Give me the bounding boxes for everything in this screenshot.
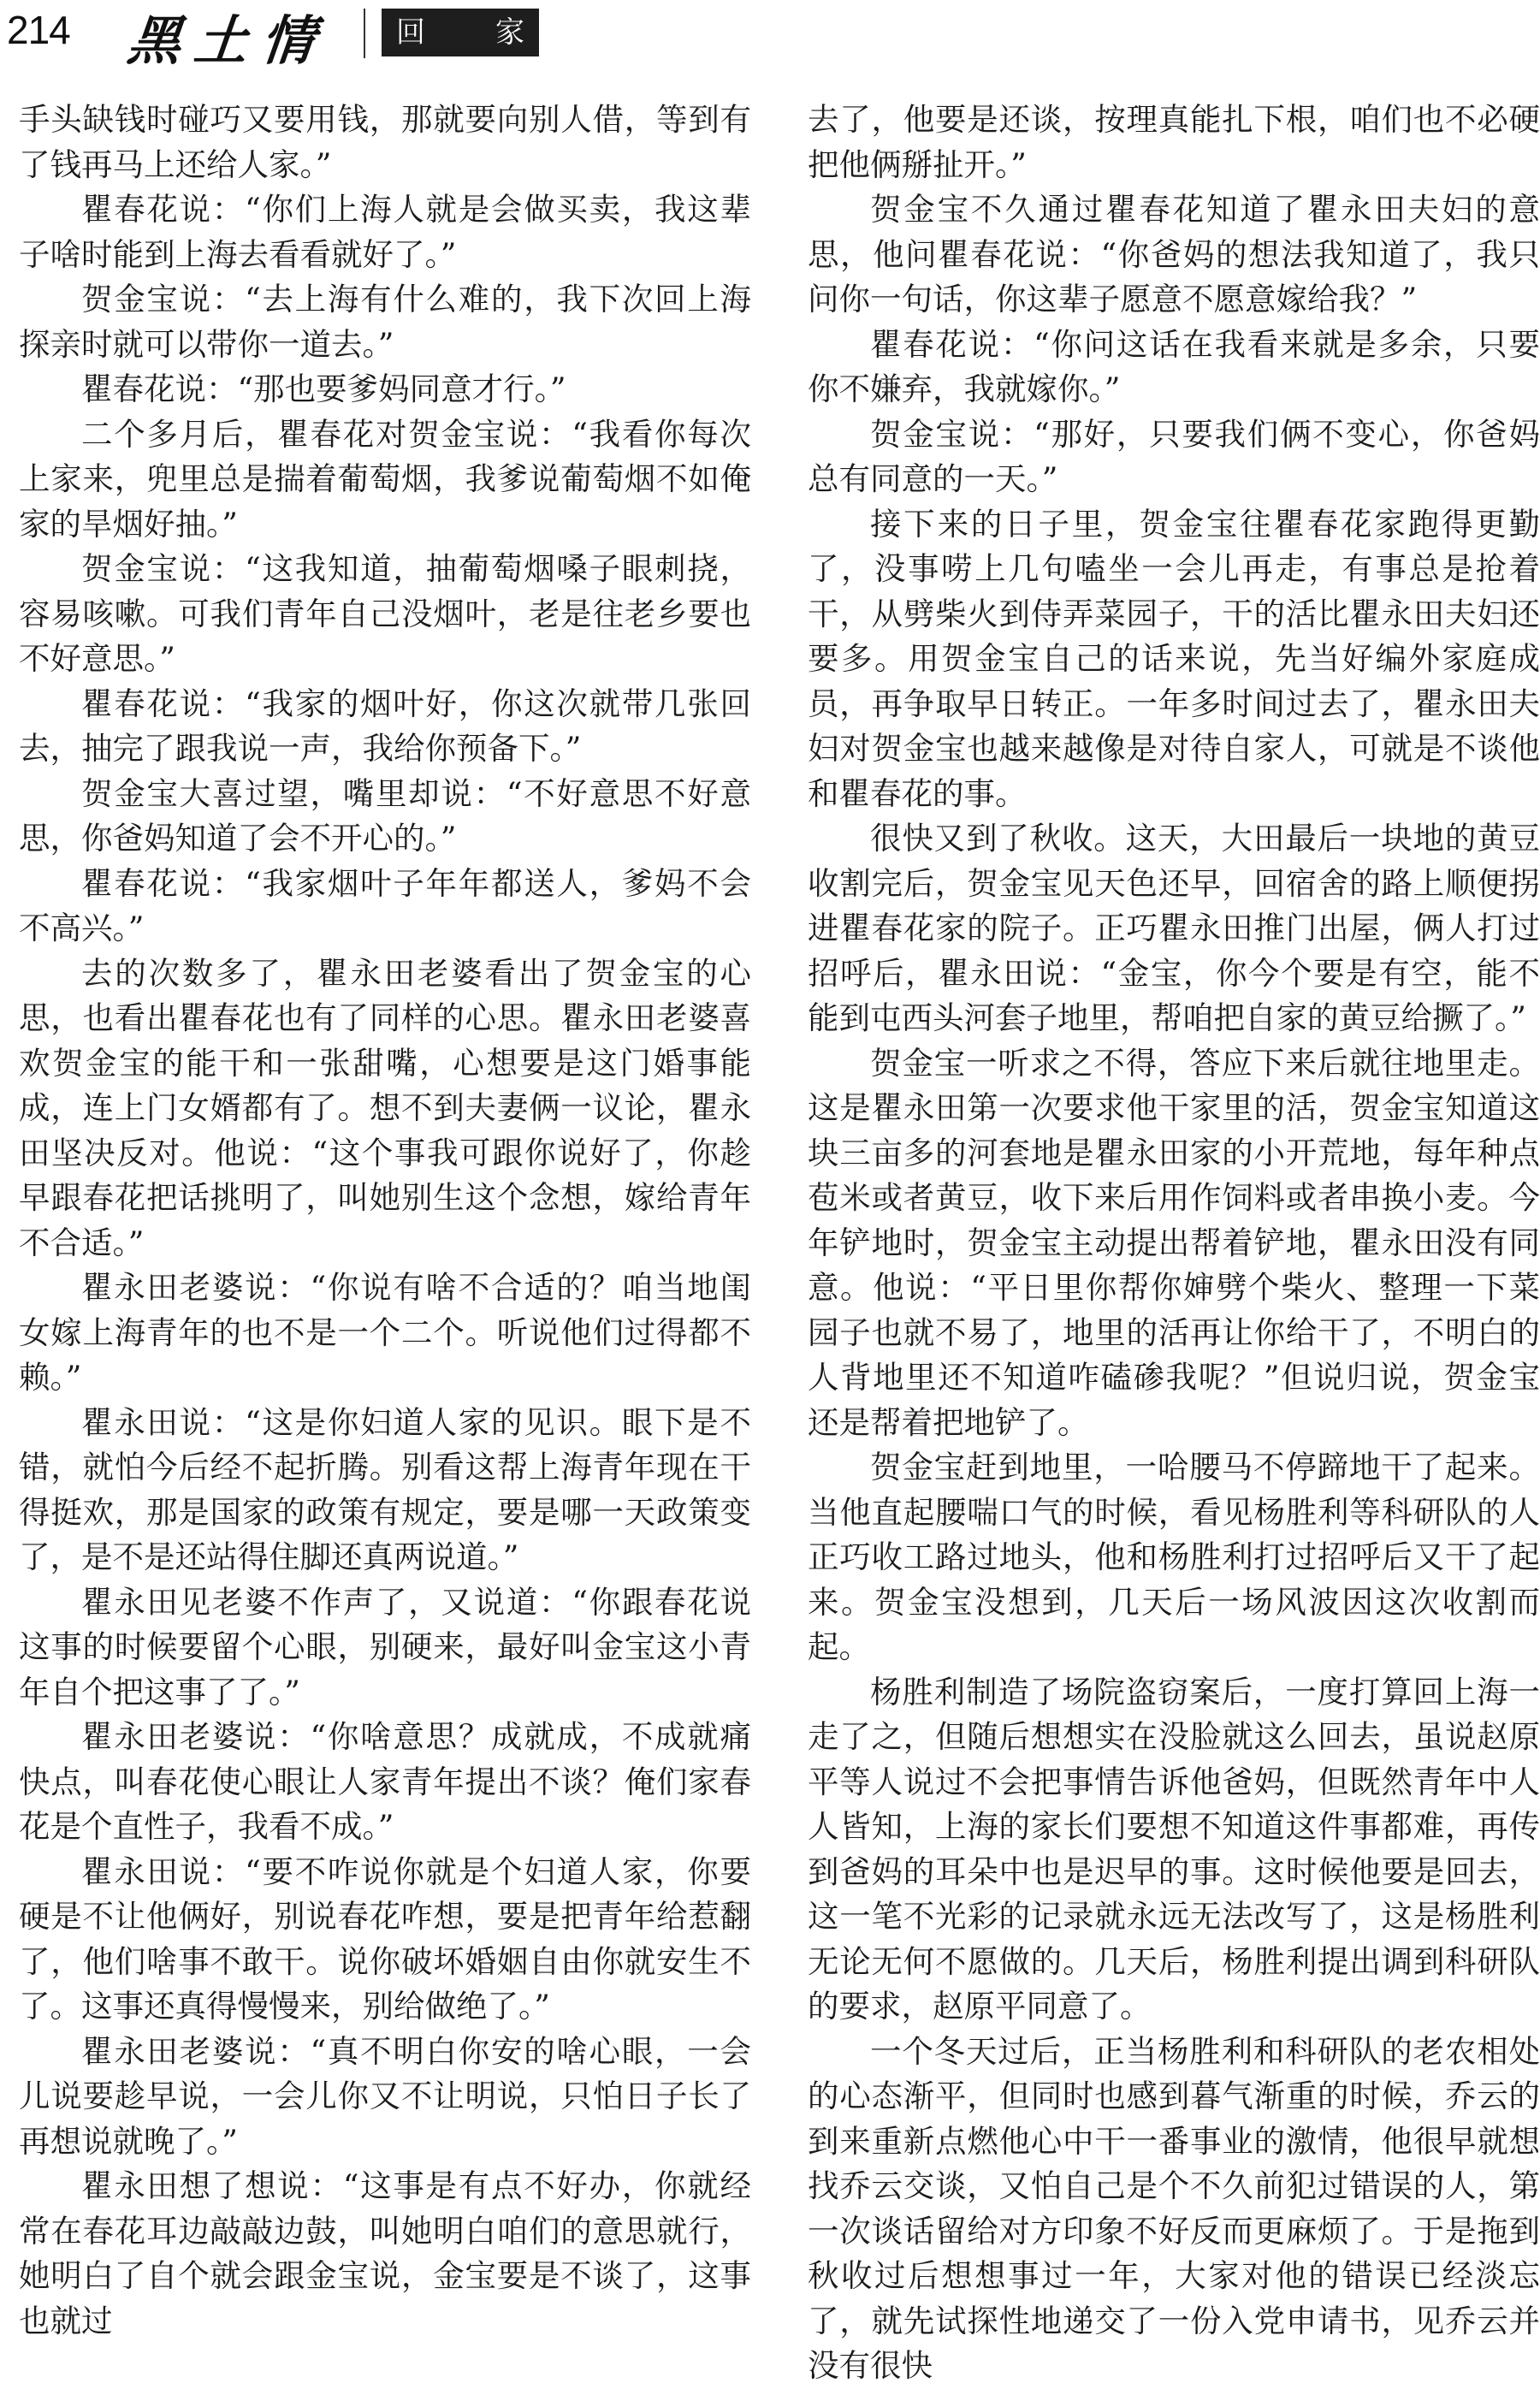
paragraph: 一个冬天过后，正当杨胜利和科研队的老农相处的心态渐平，但同时也感到暮气渐重的时候，乔云的到来重新点燃他心中干一番事业的激情，他很早就想找乔云交谈，又怕自己是个不久前犯过错误的人，第一次谈话留给对方印象不好反而更麻烦了。于是拖到秋收过后想想事过一年，大家对他的错误已经淡忘了，就先试探性地递交了一份入党申请书，见乔云并没有很快 (808, 2032, 1540, 2384)
paragraph: 贺金宝一听求之不得，答应下来后就往地里走。这是瞿永田第一次要求他干家里的活，贺金宝知道这块三亩多的河套地是瞿永田家的小开荒地，每年种点苞米或者黄豆，收下来后用作饲料或者串换小麦。今年铲地时，贺金宝主动提出帮着铲地，瞿永田没有同意。他说：“平日里你帮你婶劈个柴火、整理一下菜园子也就不易了，地里的活再让你给干了，不明白的人背地里还不知道咋磕碜我呢？”但说归说，贺金宝还是帮着把地铲了。 (808, 1044, 1540, 1441)
paragraph: 瞿春花说：“我家烟叶子年年都送人，爹妈不会不高兴。” (19, 864, 751, 946)
paragraph: 贺金宝说：“那好，只要我们俩不变心，你爸妈总有同意的一天。” (808, 415, 1540, 497)
paragraph: 瞿永田想了想说：“这事是有点不好办，你就经常在春花耳边敲敲边鼓，叫她明白咱们的意思就行，她明白了自个就会跟金宝说，金宝要是不谈了，这事也就过 (19, 2167, 751, 2339)
paragraph: 贺金宝大喜过望，嘴里却说：“不好意思不好意思，你爸妈知道了会不开心的。” (19, 774, 751, 857)
paragraph: 去的次数多了，瞿永田老婆看出了贺金宝的心思，也看出瞿春花也有了同样的心思。瞿永田老婆喜欢贺金宝的能干和一张甜嘴，心想要是这门婚事能成，连上门女婿都有了。想不到夫妻俩一议论，瞿永田坚决反对。他说：“这个事我可跟你说好了，你趁早跟春花把话挑明了，叫她别生这个念想，嫁给青年不合适。” (19, 954, 751, 1261)
left-text-column (19, 98, 751, 2344)
section-label-text: 回 家 (396, 15, 545, 50)
paragraph: 接下来的日子里，贺金宝往瞿春花家跑得更勤了，没事唠上几句嗑坐一会儿再走，有事总是抢着干，从劈柴火到侍弄菜园子，干的活比瞿永田夫妇还要多。用贺金宝自己的话来说，先当好编外家庭成员，再争取早日转正。一年多时间过去了，瞿永田夫妇对贺金宝也越来越像是对待自家人，可就是不谈他和瞿春花的事。 (808, 505, 1540, 812)
paragraph: 二个多月后，瞿春花对贺金宝说：“我看你每次上家来，兜里总是揣着葡萄烟，我爹说葡萄烟不如俺家的旱烟好抽。” (19, 415, 751, 542)
magazine-brand-logo: 黑土情 (124, 9, 332, 72)
paragraph: 瞿永田说：“要不咋说你就是个妇道人家，你要硬是不让他俩好，别说春花咋想，要是把青年给惹翻了，他们啥事不敢干。说你破坏婚姻自由你就安生不了。这事还真得慢慢来，别给做绝了。” (19, 1853, 751, 2024)
paragraph: 贺金宝赶到地里，一哈腰马不停蹄地干了起来。当他直起腰喘口气的时候，看见杨胜利等科研队的人正巧收工路过地头，他和杨胜利打过招呼后又干了起来。贺金宝没想到，几天后一场风波因这次收割而起。 (808, 1449, 1540, 1665)
paragraph: 杨胜利制造了场院盗窃案后，一度打算回上海一走了之，但随后想想实在没脸就这么回去，虽说赵原平等人说过不会把事情告诉他爸妈，但既然青年中人人皆知，上海的家长们要想不知道这件事都难，再传到爸妈的耳朵中也是迟早的事。这时候他要是回去，这一笔不光彩的记录就永远无法改写了，这是杨胜利无论无何不愿做的。几天后，杨胜利提出调到科研队的要求，赵原平同意了。 (808, 1673, 1540, 2024)
paragraph: 瞿春花说：“你问这话在我看来就是多余，只要你不嫌弃，我就嫁你。” (808, 325, 1540, 407)
right-text-column (808, 98, 1540, 2389)
paragraph: 瞿永田见老婆不作声了，又说道：“你跟春花说这事的时候要留个心眼，别硬来，最好叫金宝这小青年自个把这事了了。” (19, 1583, 751, 1710)
page-number: 214 (7, 8, 70, 52)
paragraph: 瞿永田老婆说：“你说有啥不合适的？咱当地闺女嫁上海青年的也不是一个二个。听说他们过得都不赖。” (19, 1269, 751, 1396)
paragraph: 手头缺钱时碰巧又要用钱，那就要向别人借，等到有了钱再马上还给人家。” (19, 101, 751, 183)
paragraph: 瞿春花说：“我家的烟叶好，你这次就带几张回去，抽完了跟我说一声，我给你预备下。” (19, 685, 751, 767)
page-header (0, 0, 1540, 86)
paragraph: 瞿春花说：“你们上海人就是会做买卖，我这辈子啥时能到上海去看看就好了。” (19, 191, 751, 273)
paragraph: 贺金宝说：“这我知道，抽葡萄烟嗓子眼刺挠，容易咳嗽。可我们青年自己没烟叶，老是往老乡要也不好意思。” (19, 550, 751, 677)
paragraph: 贺金宝说：“去上海有什么难的，我下次回上海探亲时就可以带你一道去。” (19, 281, 751, 363)
paragraph: 瞿永田说：“这是你妇道人家的见识。眼下是不错，就怕今后经不起折腾。别看这帮上海青年现在干得挺欢，那是国家的政策有规定，要是哪一天政策变了，是不是还站得住脚还真两说道。” (19, 1403, 751, 1575)
paragraph: 瞿永田老婆说：“真不明白你安的啥心眼，一会儿说要趁早说，一会儿你又不让明说，只怕日子长了再想说就晚了。” (19, 2032, 751, 2160)
paragraph: 贺金宝不久通过瞿春花知道了瞿永田夫妇的意思，他问瞿春花说：“你爸妈的想法我知道了，我只问你一句话，你这辈子愿意不愿意嫁给我？” (808, 191, 1540, 317)
paragraph: 瞿春花说：“那也要爹妈同意才行。” (81, 371, 566, 407)
paragraph: 瞿永田老婆说：“你啥意思？成就成，不成就痛快点，叫春花使心眼让人家青年提出不谈？俺们家春花是个直性子，我看不成。” (19, 1718, 751, 1845)
paragraph: 去了，他要是还谈，按理真能扎下根，咱们也不必硬把他俩掰扯开。” (808, 101, 1540, 183)
paragraph: 很快又到了秋收。这天，大田最后一块地的黄豆收割完后，贺金宝见天色还早，回宿舍的路上顺便拐进瞿春花家的院子。正巧瞿永田推门出屋，俩人打过招呼后，瞿永田说：“金宝，你今个要是有空，能不能到屯西头河套子地里，帮咱把自家的黄豆给撅了。” (808, 820, 1540, 1036)
section-label (382, 9, 545, 56)
header-divider (364, 9, 365, 58)
